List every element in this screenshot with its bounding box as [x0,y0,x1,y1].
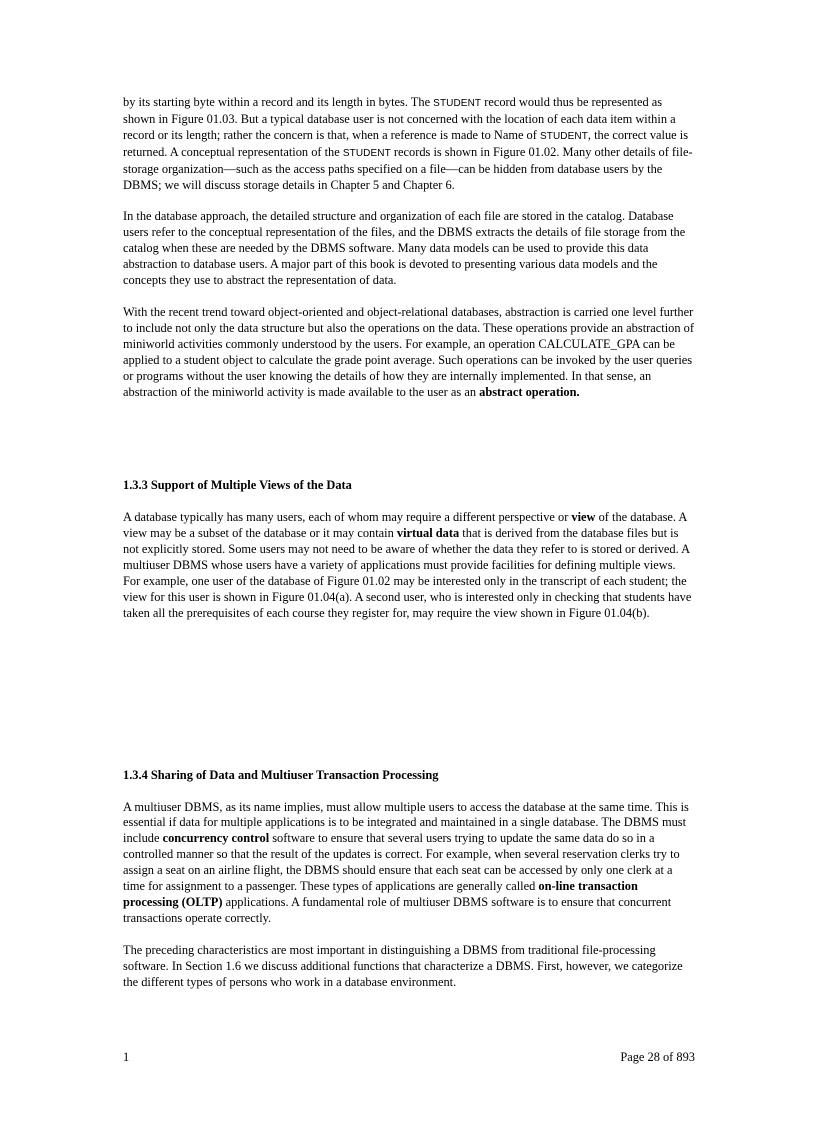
footer-left: 1 [123,1050,130,1064]
text: , the correct value is returned. A conceptual representation of the [123,127,689,159]
paragraph-1 [123,95,695,193]
paragraph-6: The preceding characteristics are most important in distinguishing a DBMS from traditional file-processing software. In Section 1.6 we discuss additional functions that characterize a DBMS. First, however, we categorize the different types of persons who work in a database environment. [123,942,683,989]
text: of the database. A view may be a subset of the database or it may contain [123,510,687,541]
text: by its starting byte within a record and its length in bytes. The [123,95,434,109]
section-heading-1-3-4: 1.3.4 Sharing of Data and Multiuser Transaction Processing [123,767,439,782]
bold-term: on-line transaction processing (OLTP) [123,879,638,909]
bold-term: virtual data [396,526,460,541]
spacer [123,638,695,768]
section-heading-1-3-3: 1.3.3 Support of Multiple Views of the Data [123,478,352,493]
page-footer [123,1050,695,1065]
student-keyword: STUDENT [342,147,391,159]
bold-term: abstract operation. [479,384,580,399]
student-keyword: STUDENT [433,98,482,109]
text: With the recent trend toward object-oriented and object-relational databases, abstraction is carried one level further to include not only the data structure but also the operations on the data. These operations provide an abstraction of miniworld activities commonly understood by the users. For example, an operation CALCULATE_GPA can be applied to a student object to calculate the grade point average. Such operations can be invoked by the user queries or programs without the user knowing the details of how they are internally implemented. In that sense, an abstraction of the miniworld activity is made available to the user as an [123,304,694,399]
text: that is derived from the database files but is not explicitly stored. Some users may not need to be aware of whether the data they refer to is stored or derived. A multiuser DBMS whose users have a variety of applications must provide facilities for defining multiple views. For example, one user of the database of Figure 01.02 may be interested only in the transcript of each student; the view for this user is shown in Figure 01.04(a). A second user, who is interested only in checking that students have taken all the prerequisites of each course they register for, may require the view shown in Figure 01.04(b). [123,526,692,620]
text: software to ensure that several users trying to update the same data do so in a controlled manner so that the result of the updates is correct. For example, when several reservation clerks try to assign a seat on an airline flight, the DBMS should ensure that each seat can be accessed by only one clerk at a time for assignment to a passenger. These types of applications are generally called [123,831,680,894]
bold-term: concurrency control [162,831,270,846]
paragraph-2: In the database approach, the detailed structure and organization of each file are stored in the catalog. Database users refer to the conceptual representation of the files, and the DBMS extracts the details of file storage from the catalog when these are needed by the DBMS software. Many data models can be used to provide this data abstraction to database users. A major part of this book is devoted to presenting various data models and the concepts they use to abstract the representation of data. [123,209,686,288]
paragraph-3 [123,305,695,400]
student-keyword: STUDENT [539,130,588,142]
text: A multiuser DBMS, as its name implies, must allow multiple users to access the database at the same time. This is essential if data for multiple applications is to be integrated and maintained in a single database. The DBMS must include [123,799,689,846]
spacer [123,416,695,478]
paragraph-4 [123,510,695,621]
text: records is shown in Figure 01.02. Many other details of file-storage organization—such as the access paths specified on a file—can be hidden from database users by the DBMS; we will discuss storage details in Chapter 5 and Chapter 6. [123,144,693,192]
bold-term: view [571,510,596,525]
paragraph-5 [123,800,695,927]
text: A database typically has many users, each of whom may require a different perspective or [123,510,572,525]
text: record would thus be represented as shown in Figure 01.03. But a typical database user is not concerned with the location of each data item within a record or its length; rather the concern is that, when a reference is made to Name of [123,95,676,142]
text: applications. A fundamental role of multiuser DBMS software is to ensure that concurrent transactions operate correctly. [123,895,672,925]
page-number: Page 28 of 893 [620,1050,695,1064]
document-body [123,95,695,1007]
